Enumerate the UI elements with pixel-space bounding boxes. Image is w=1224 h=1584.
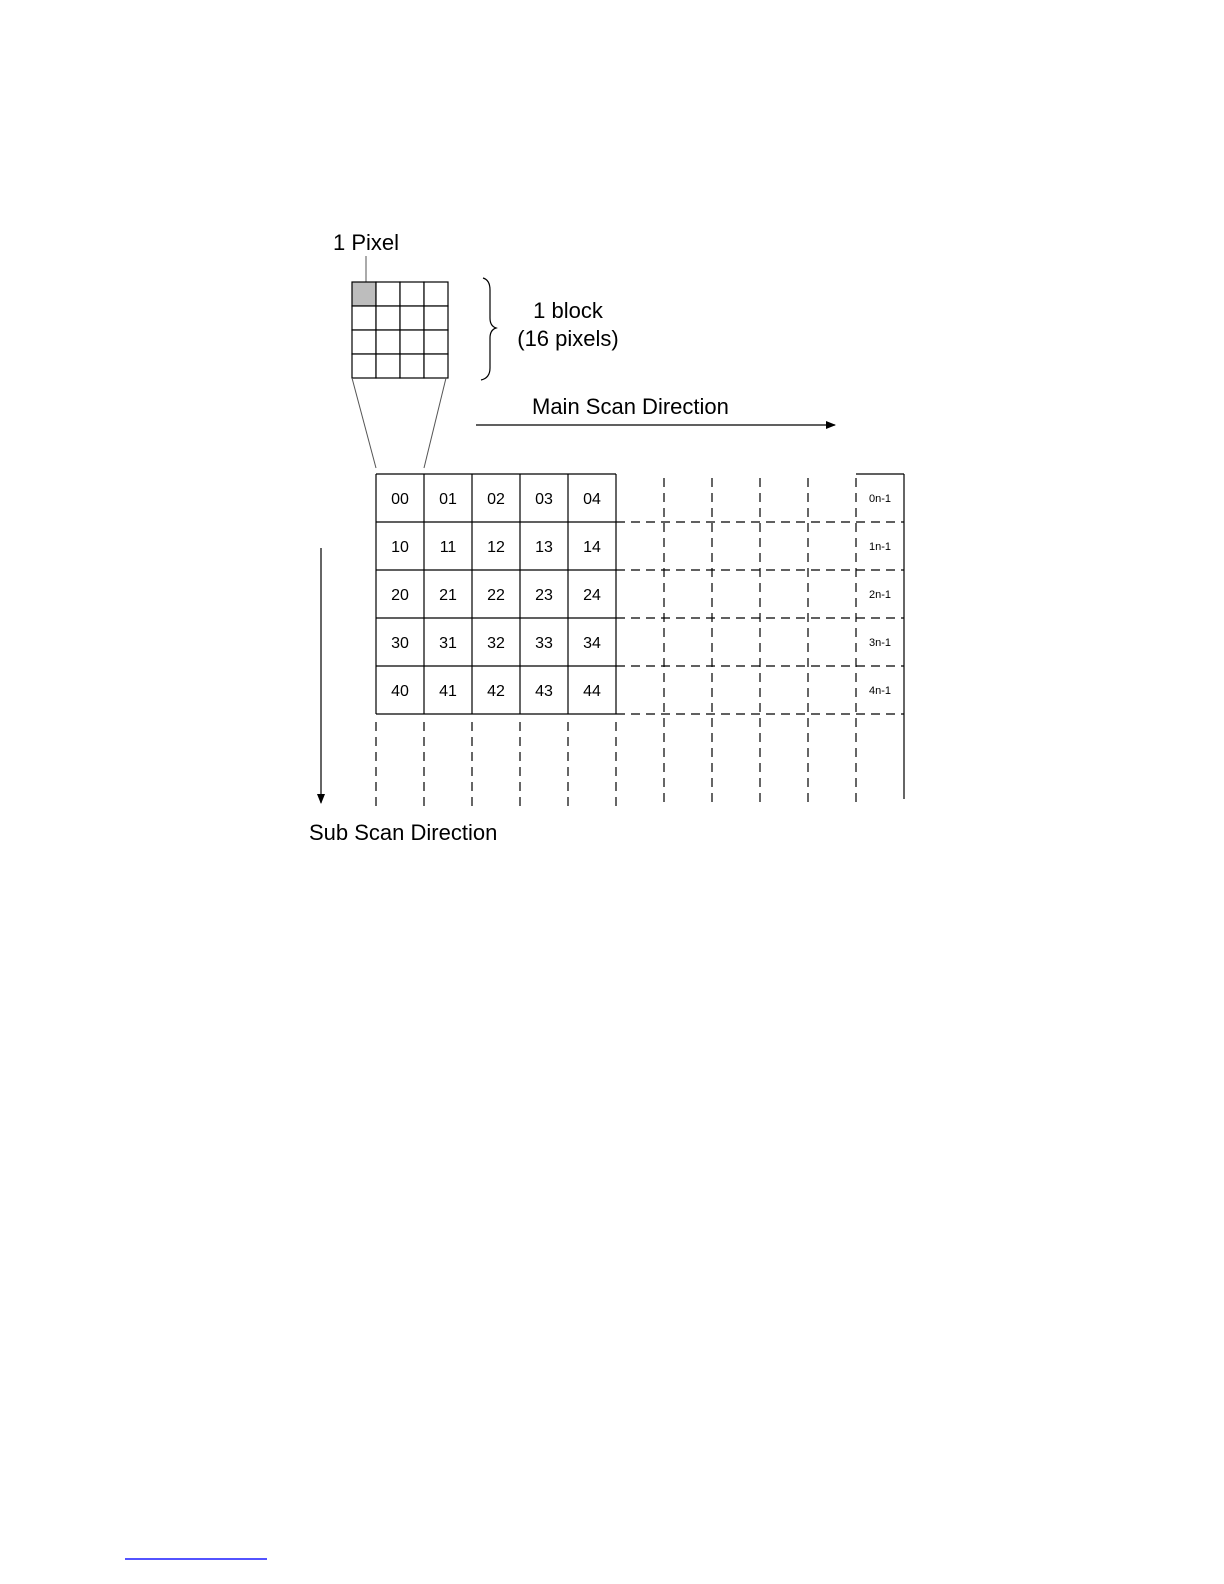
matrix-cell-label: 42 — [487, 683, 505, 700]
block-pixel-cell — [352, 354, 376, 378]
matrix-cell-label: 23 — [535, 587, 553, 604]
block-pixel-cell — [376, 330, 400, 354]
block-pixel-cell — [400, 330, 424, 354]
matrix-last-column-label: 0n-1 — [868, 493, 892, 505]
matrix-cell-label: 13 — [535, 539, 553, 556]
block-brace — [481, 278, 496, 380]
matrix-cell-label: 03 — [535, 491, 553, 508]
block-pixel-cell — [400, 282, 424, 306]
matrix-cell-label: 02 — [487, 491, 505, 508]
matrix-cell-label: 11 — [439, 539, 457, 556]
sub-scan-label: Sub Scan Direction — [309, 820, 498, 845]
block-size-label: (16 pixels) — [517, 326, 619, 351]
matrix-cell-label: 44 — [583, 683, 601, 700]
matrix-cell-label: 01 — [439, 491, 457, 508]
block-pixel-cell — [400, 354, 424, 378]
matrix-cell-label: 40 — [391, 683, 409, 700]
zoom-line-left — [352, 378, 376, 468]
block-pixel-cell — [376, 306, 400, 330]
matrix-cell-label: 34 — [583, 635, 601, 652]
matrix-cell-label: 31 — [439, 635, 457, 652]
matrix-last-column-label: 1n-1 — [868, 541, 892, 553]
block-pixel-cell — [376, 282, 400, 306]
highlighted-pixel-cell — [352, 282, 376, 306]
main-scan-label: Main Scan Direction — [532, 394, 729, 419]
matrix-cell-label: 04 — [583, 491, 601, 508]
block-label: 1 block — [533, 298, 603, 323]
matrix-cell-label: 10 — [391, 539, 409, 556]
matrix-last-column-label: 2n-1 — [868, 589, 892, 601]
matrix-cell-label: 41 — [439, 683, 457, 700]
matrix-cell-label: 14 — [583, 539, 601, 556]
block-pixel-cell — [424, 282, 448, 306]
zoom-line-right — [424, 378, 446, 468]
block-pixel-cell — [352, 306, 376, 330]
matrix-cell-label: 20 — [391, 587, 409, 604]
block-pixel-cell — [424, 306, 448, 330]
matrix-cell-label: 24 — [583, 587, 601, 604]
matrix-last-column-label: 4n-1 — [868, 685, 892, 697]
block-pixel-cell — [352, 330, 376, 354]
block-pixel-cell — [424, 354, 448, 378]
matrix-cell-label: 00 — [391, 491, 409, 508]
block-pixel-cell — [376, 354, 400, 378]
matrix-cell-label: 33 — [535, 635, 553, 652]
matrix-cell-label: 21 — [439, 587, 457, 604]
block-pixel-cell — [400, 306, 424, 330]
matrix-last-column-label: 3n-1 — [868, 637, 892, 649]
matrix-cell-label: 22 — [487, 587, 505, 604]
pixel-label: 1 Pixel — [333, 230, 400, 255]
matrix-cell-label: 30 — [391, 635, 409, 652]
matrix-cell-label: 43 — [535, 683, 553, 700]
block-grid — [352, 282, 448, 378]
block-pixel-cell — [424, 330, 448, 354]
matrix-cell-label: 32 — [487, 635, 505, 652]
matrix-cell-label: 12 — [487, 539, 505, 556]
